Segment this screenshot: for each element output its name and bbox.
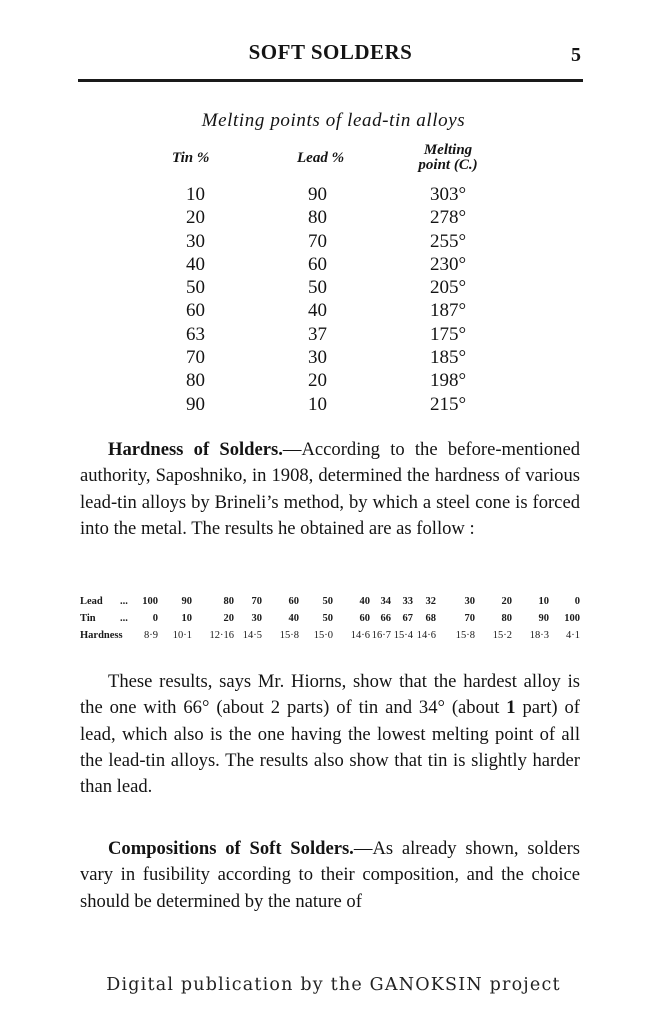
hardness-cell: 34 <box>380 596 391 607</box>
compositions-heading: Compositions of Soft Solders. <box>108 838 354 859</box>
hardness-cell: 10 <box>181 613 192 624</box>
hardness-cell: 100 <box>142 596 158 607</box>
table-row <box>150 183 510 206</box>
hardness-cell: 10·1 <box>172 630 192 641</box>
cell-melting-point: 175° <box>430 323 467 345</box>
cell-tin: 40 <box>186 253 205 275</box>
hardness-cell: 90 <box>181 596 192 607</box>
hardness-cell: 8·9 <box>144 630 158 641</box>
hardness-cell: 40 <box>288 613 299 624</box>
cell-lead: 60 <box>308 253 327 275</box>
cell-tin: 50 <box>186 277 205 299</box>
hardness-cell: 32 <box>425 596 436 607</box>
cell-lead: 20 <box>308 370 327 392</box>
cell-melting-point: 215° <box>430 393 467 415</box>
hardness-cell: 20 <box>223 613 234 624</box>
hardness-cell: 14·5 <box>242 630 262 641</box>
row-label: Lead <box>80 596 103 607</box>
hardness-cell: 16·7 <box>371 630 391 641</box>
table-body <box>150 183 510 416</box>
hardness-cell: 14·6 <box>416 630 436 641</box>
hardness-row <box>80 630 585 647</box>
hardness-cell: 30 <box>251 613 262 624</box>
hiorns-bold-one: 1 <box>506 697 516 719</box>
hardness-cell: 60 <box>288 596 299 607</box>
page-number: 5 <box>571 44 581 66</box>
table-row <box>150 346 510 369</box>
cell-lead: 80 <box>308 207 327 229</box>
hardness-cell: 40 <box>359 596 370 607</box>
cell-tin: 30 <box>186 230 205 252</box>
cell-tin: 63 <box>186 323 205 345</box>
compositions-text: —As already shown, solders vary in fusibility according to their composition, and the choice should be determined by the nature of <box>80 838 580 912</box>
hardness-cell: 15·4 <box>393 630 413 641</box>
cell-lead: 90 <box>308 184 327 205</box>
table-row <box>150 253 510 276</box>
row-label: Hardness <box>80 630 123 641</box>
cell-melting-point: 187° <box>430 300 467 322</box>
hardness-cell: 90 <box>538 613 549 624</box>
compositions-paragraph <box>80 836 580 915</box>
cell-tin: 60 <box>186 300 205 322</box>
hardness-cell: 80 <box>223 596 234 607</box>
table-row <box>150 230 510 253</box>
cell-melting-point: 205° <box>430 277 467 299</box>
cell-tin: 20 <box>186 207 205 229</box>
cell-tin: 80 <box>186 370 205 392</box>
cell-lead: 40 <box>308 300 327 322</box>
table-row <box>150 323 510 346</box>
running-head <box>78 40 583 72</box>
table-row <box>150 299 510 322</box>
hardness-cell: 68 <box>425 613 436 624</box>
hardness-cell: 12·16 <box>209 630 234 641</box>
hiorns-paragraph <box>80 669 580 800</box>
hardness-cell: 14·6 <box>350 630 370 641</box>
hardness-cell: 50 <box>322 613 333 624</box>
hardness-cell: 66 <box>380 613 391 624</box>
cell-lead: 70 <box>308 230 327 252</box>
hardness-cell: 15·0 <box>313 630 333 641</box>
table-row <box>150 206 510 229</box>
hardness-cell: 15·8 <box>455 630 475 641</box>
hardness-text: —According to the before-mentioned authority, Saposhniko, in 1908, determined the hardness of various lead-tin alloys by Brineli’s method, by which a steel cone is forced into the metal. The results he obtained are as follow : <box>80 439 580 539</box>
hardness-row <box>80 613 585 630</box>
melt-header-line-1: Melting <box>423 142 473 158</box>
hardness-cell: 0 <box>574 596 580 607</box>
hardness-cell: 15·2 <box>492 630 512 641</box>
melting-points-table <box>150 143 510 416</box>
cell-tin: 70 <box>186 347 205 369</box>
cell-melting-point: 185° <box>430 347 467 369</box>
hardness-cell: 60 <box>359 613 370 624</box>
cell-melting-point: 230° <box>430 253 467 275</box>
hardness-cell: 50 <box>322 596 333 607</box>
hardness-paragraph <box>80 437 580 542</box>
column-header-tin: Tin % <box>172 150 210 166</box>
hardness-table <box>80 596 585 647</box>
table-row <box>150 393 510 416</box>
hardness-cell: 15·8 <box>279 630 299 641</box>
hardness-row <box>80 596 585 613</box>
table-caption: Melting points of lead-tin alloys <box>201 110 466 131</box>
melt-header-line-2: point (C.) <box>418 157 478 173</box>
row-label: Tin <box>80 613 96 624</box>
table-row <box>150 369 510 392</box>
hardness-cell: 80 <box>501 613 512 624</box>
hardness-cell: 20 <box>501 596 512 607</box>
hardness-cell: 100 <box>564 613 580 624</box>
hardness-cell: 10 <box>538 596 549 607</box>
hardness-heading: Hardness of Solders. <box>108 439 283 460</box>
table-row <box>150 276 510 299</box>
column-header-lead: Lead % <box>297 150 345 166</box>
cell-tin: 10 <box>186 184 205 205</box>
hardness-cell: 0 <box>152 613 158 624</box>
running-title: SOFT SOLDERS <box>248 40 413 64</box>
cell-tin: 90 <box>186 393 205 415</box>
hardness-cell: 33 <box>402 596 413 607</box>
hardness-cell: 30 <box>464 596 475 607</box>
hiorns-text-b: part) of lead, which also is the one having the lowest melting point of all the lead-tin alloys. The results also show that tin is slightly harder than lead. <box>80 697 580 798</box>
hardness-cell: 4·1 <box>566 630 580 641</box>
cell-lead: 50 <box>308 277 327 299</box>
cell-melting-point: 255° <box>430 230 467 252</box>
header-rule <box>78 79 583 82</box>
cell-melting-point: 303° <box>430 184 467 205</box>
hiorns-text-a: These results, says Mr. Hiorns, show that the hardest alloy is the one with 66° (about 2 parts) of tin and 34° (about <box>80 671 580 719</box>
column-header-melting-point <box>393 143 503 173</box>
leader-dots: ... <box>120 613 128 624</box>
cell-melting-point: 198° <box>430 370 467 392</box>
cell-lead: 10 <box>308 393 327 415</box>
cell-melting-point: 278° <box>430 207 467 229</box>
footer-credit: Digital publication by the GANOKSIN project <box>106 975 561 995</box>
hardness-cell: 67 <box>402 613 413 624</box>
hardness-cell: 70 <box>251 596 262 607</box>
table-header-row <box>150 143 510 183</box>
hardness-cell: 18·3 <box>529 630 549 641</box>
hardness-cell: 70 <box>464 613 475 624</box>
leader-dots: ... <box>120 596 128 607</box>
cell-lead: 30 <box>308 347 327 369</box>
cell-lead: 37 <box>308 323 327 345</box>
